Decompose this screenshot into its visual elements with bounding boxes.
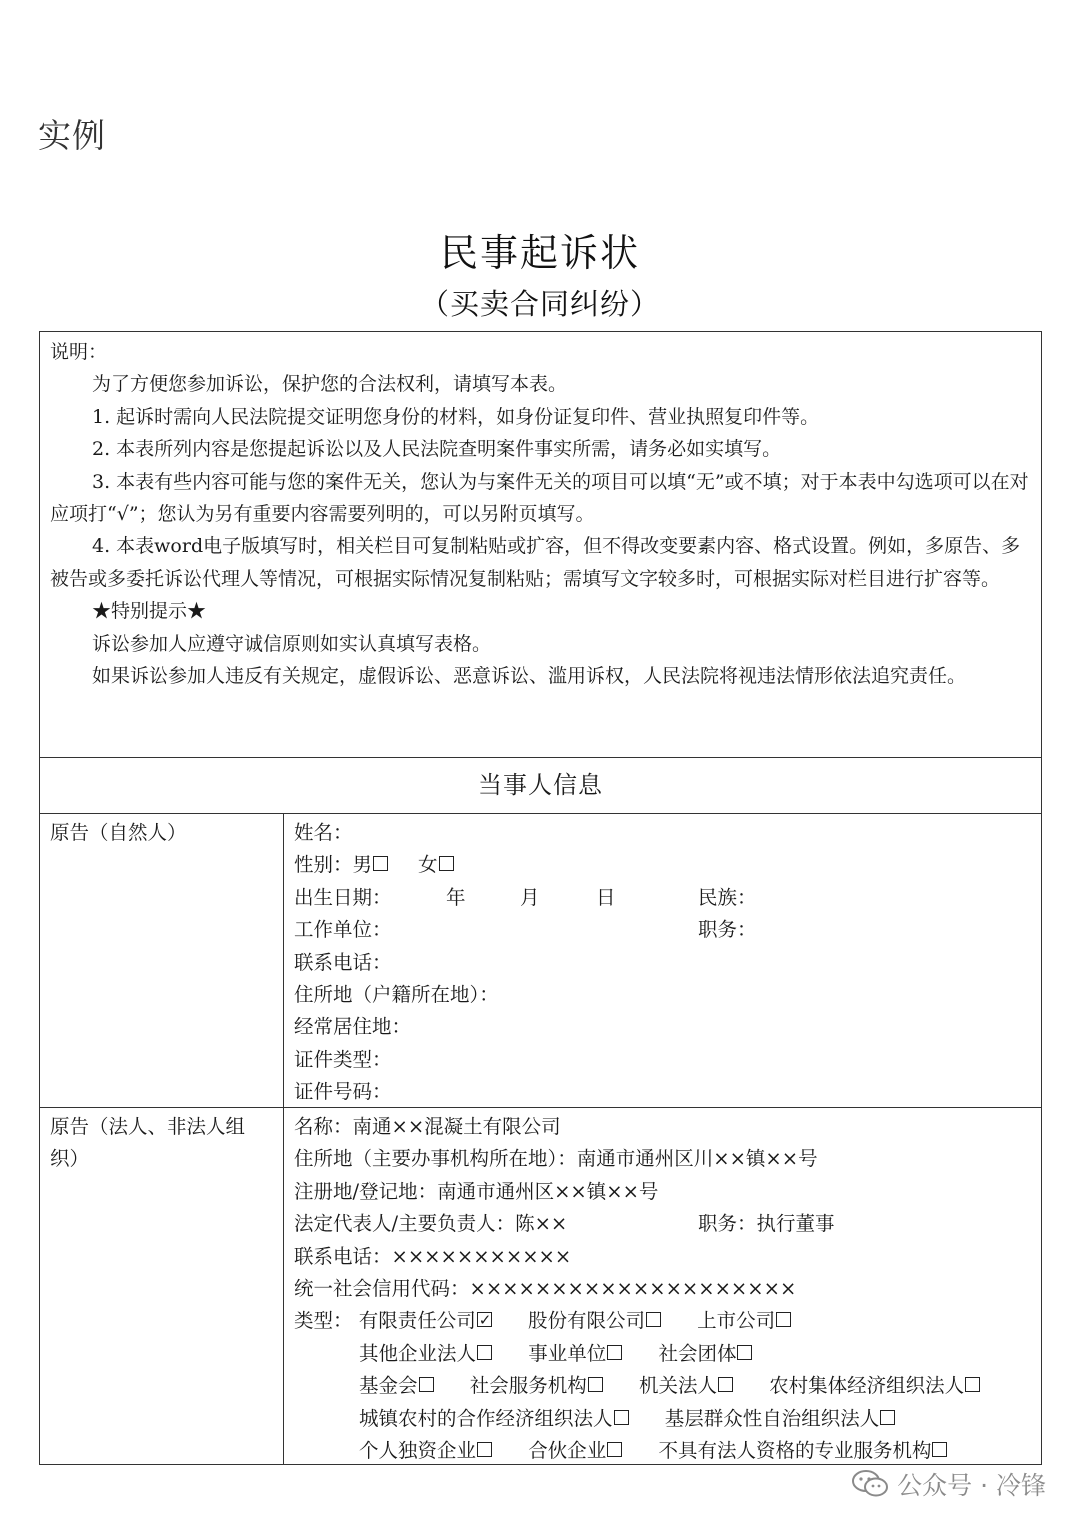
type-option[interactable] bbox=[359, 1370, 436, 1402]
type-checkbox[interactable] bbox=[607, 1345, 622, 1360]
wechat-icon bbox=[851, 1469, 889, 1499]
birth-month-label: 月 bbox=[520, 885, 540, 909]
female-option-label: 女 bbox=[418, 853, 438, 877]
type-option[interactable] bbox=[528, 1305, 663, 1337]
type-option[interactable] bbox=[528, 1338, 624, 1370]
job-position-label: 职务： bbox=[698, 918, 757, 942]
entity-type-label: 类型： bbox=[294, 1309, 353, 1333]
name-field-label: 姓名： bbox=[294, 821, 353, 844]
gender-field-label: 性别： bbox=[294, 853, 353, 877]
instructions-item-3: 3. 本表有些内容可能与您的案件无关，您认为与案件无关的项目可以填“无”或不填；对于本表中勾选项可以在对应项打“√”；您认为另有重要内容需要列明的，可以另附页填写。 bbox=[50, 470, 1029, 526]
type-checkbox[interactable] bbox=[776, 1312, 791, 1327]
type-option-label: 上市公司 bbox=[697, 1309, 776, 1333]
type-checkbox[interactable] bbox=[965, 1377, 980, 1392]
type-option[interactable] bbox=[359, 1338, 494, 1370]
representative-position: 职务：执行董事 bbox=[698, 1212, 835, 1236]
type-option-label: 其他企业法人 bbox=[359, 1341, 477, 1365]
residence-label: 经常居住地： bbox=[294, 1015, 412, 1039]
id-number-label: 证件号码： bbox=[294, 1080, 392, 1104]
wechat-watermark bbox=[851, 1466, 1046, 1502]
instructions-item-2: 2. 本表所列内容是您提起诉讼以及人民法院查明案件事实所需，请务必如实填写。 bbox=[92, 438, 782, 461]
type-checkbox[interactable] bbox=[477, 1312, 492, 1327]
plaintiff-natural-person-row bbox=[40, 814, 1041, 1108]
type-checkbox[interactable] bbox=[737, 1345, 752, 1360]
domicile-label: 住所地（户籍所在地）： bbox=[294, 982, 499, 1006]
instructions-item-1: 1. 起诉时需向人民法院提交证明您身份的材料，如身份证复印件、营业执照复印件等。 bbox=[92, 405, 820, 428]
instructions-label: 说明： bbox=[50, 341, 108, 363]
watermark-text: 公众号 · 冷锋 bbox=[897, 1471, 1046, 1500]
credit-code: 统一社会信用代码：×××××××××××××××××××× bbox=[294, 1276, 797, 1300]
special-notice-title: ★特别提示★ bbox=[92, 600, 207, 623]
type-option[interactable] bbox=[658, 1338, 754, 1370]
legal-representative: 法定代表人/主要负责人：陈×× bbox=[294, 1212, 568, 1236]
employer-label: 工作单位： bbox=[294, 918, 392, 942]
type-option-label: 基金会 bbox=[359, 1374, 418, 1398]
type-option[interactable] bbox=[658, 1435, 949, 1467]
type-option-label: 合伙企业 bbox=[528, 1438, 607, 1462]
type-option-label: 社会团体 bbox=[658, 1341, 737, 1365]
type-checkbox[interactable] bbox=[880, 1410, 895, 1425]
type-option[interactable] bbox=[697, 1305, 793, 1337]
type-checkbox[interactable] bbox=[588, 1377, 603, 1392]
type-option[interactable] bbox=[769, 1370, 982, 1402]
type-checkbox[interactable] bbox=[646, 1312, 661, 1327]
plaintiff-legal-label: 原告（法人、非法人组织） bbox=[40, 1108, 284, 1464]
male-option-label: 男 bbox=[352, 853, 373, 877]
plaintiff-natural-label: 原告（自然人） bbox=[40, 814, 284, 1107]
type-option-label: 不具有法人资格的专业服务机构 bbox=[658, 1438, 932, 1462]
type-option[interactable] bbox=[639, 1370, 735, 1402]
document-title: 民事起诉状 bbox=[439, 231, 640, 275]
phone-label: 联系电话： bbox=[294, 950, 392, 974]
type-checkbox[interactable] bbox=[718, 1377, 733, 1392]
party-info-header: 当事人信息 bbox=[40, 758, 1041, 814]
company-phone: 联系电话：××××××××××× bbox=[294, 1244, 572, 1268]
type-checkbox[interactable] bbox=[614, 1410, 629, 1425]
birth-date-label: 出生日期： bbox=[294, 885, 392, 909]
plaintiff-natural-fields bbox=[284, 814, 1041, 1107]
type-checkbox[interactable] bbox=[607, 1442, 622, 1457]
complaint-form-table bbox=[39, 331, 1042, 1465]
type-option[interactable] bbox=[359, 1435, 494, 1467]
type-checkbox[interactable] bbox=[932, 1442, 947, 1457]
type-option-label: 事业单位 bbox=[528, 1341, 607, 1365]
instructions-item-4: 4. 本表word电子版填写时，相关栏目可复制粘贴或扩容，但不得改变要素内容、格式设置。例如，多原告、多被告或多委托诉讼代理人等情况，可根据实际情况复制粘贴；需填写文字较多时，可根据实际对栏目进行扩容等。 bbox=[50, 535, 1021, 590]
type-option[interactable] bbox=[470, 1370, 605, 1402]
type-option-label: 股份有限公司 bbox=[527, 1309, 645, 1333]
special-notice-2: 如果诉讼参加人违反有关规定，虚假诉讼、恶意诉讼、滥用诉权，人民法院将视违法情形依法追究责任。 bbox=[92, 665, 967, 688]
special-notice-1: 诉讼参加人应遵守诚信原则如实认真填写表格。 bbox=[92, 632, 492, 655]
ethnicity-label: 民族： bbox=[698, 885, 757, 909]
type-option-label: 城镇农村的合作经济组织法人 bbox=[359, 1406, 613, 1430]
type-option[interactable] bbox=[665, 1403, 898, 1435]
type-option[interactable] bbox=[359, 1403, 631, 1435]
type-option[interactable] bbox=[359, 1305, 494, 1337]
company-name: 名称：南通××混凝土有限公司 bbox=[294, 1115, 561, 1138]
male-checkbox[interactable] bbox=[373, 856, 388, 871]
instructions-section bbox=[40, 332, 1041, 758]
birth-day-label: 日 bbox=[596, 885, 616, 909]
type-option-label: 有限责任公司 bbox=[358, 1309, 476, 1333]
instructions-intro: 为了方便您参加诉讼，保护您的合法权利，请填写本表。 bbox=[92, 373, 568, 396]
registered-address: 注册地/登记地：南通市通州区××镇××号 bbox=[294, 1179, 659, 1203]
birth-year-label: 年 bbox=[446, 885, 466, 909]
id-type-label: 证件类型： bbox=[294, 1047, 392, 1071]
type-option-label: 社会服务机构 bbox=[469, 1374, 587, 1398]
page-heading: 实例 bbox=[38, 116, 106, 155]
type-option[interactable] bbox=[528, 1435, 624, 1467]
document-subtitle: （买卖合同纠纷） bbox=[419, 287, 660, 321]
plaintiff-legal-fields bbox=[284, 1108, 1041, 1464]
type-checkbox[interactable] bbox=[477, 1442, 492, 1457]
type-option-label: 个人独资企业 bbox=[359, 1438, 477, 1462]
company-address: 住所地（主要办事机构所在地）：南通市通州区川××镇××号 bbox=[294, 1147, 818, 1171]
plaintiff-legal-entity-row bbox=[40, 1108, 1041, 1464]
type-checkbox[interactable] bbox=[477, 1345, 492, 1360]
type-checkbox[interactable] bbox=[419, 1377, 434, 1392]
type-option-label: 机关法人 bbox=[638, 1374, 717, 1398]
type-option-label: 基层群众性自治组织法人 bbox=[664, 1406, 880, 1430]
type-option-label: 农村集体经济组织法人 bbox=[769, 1374, 965, 1398]
female-checkbox[interactable] bbox=[439, 856, 454, 871]
